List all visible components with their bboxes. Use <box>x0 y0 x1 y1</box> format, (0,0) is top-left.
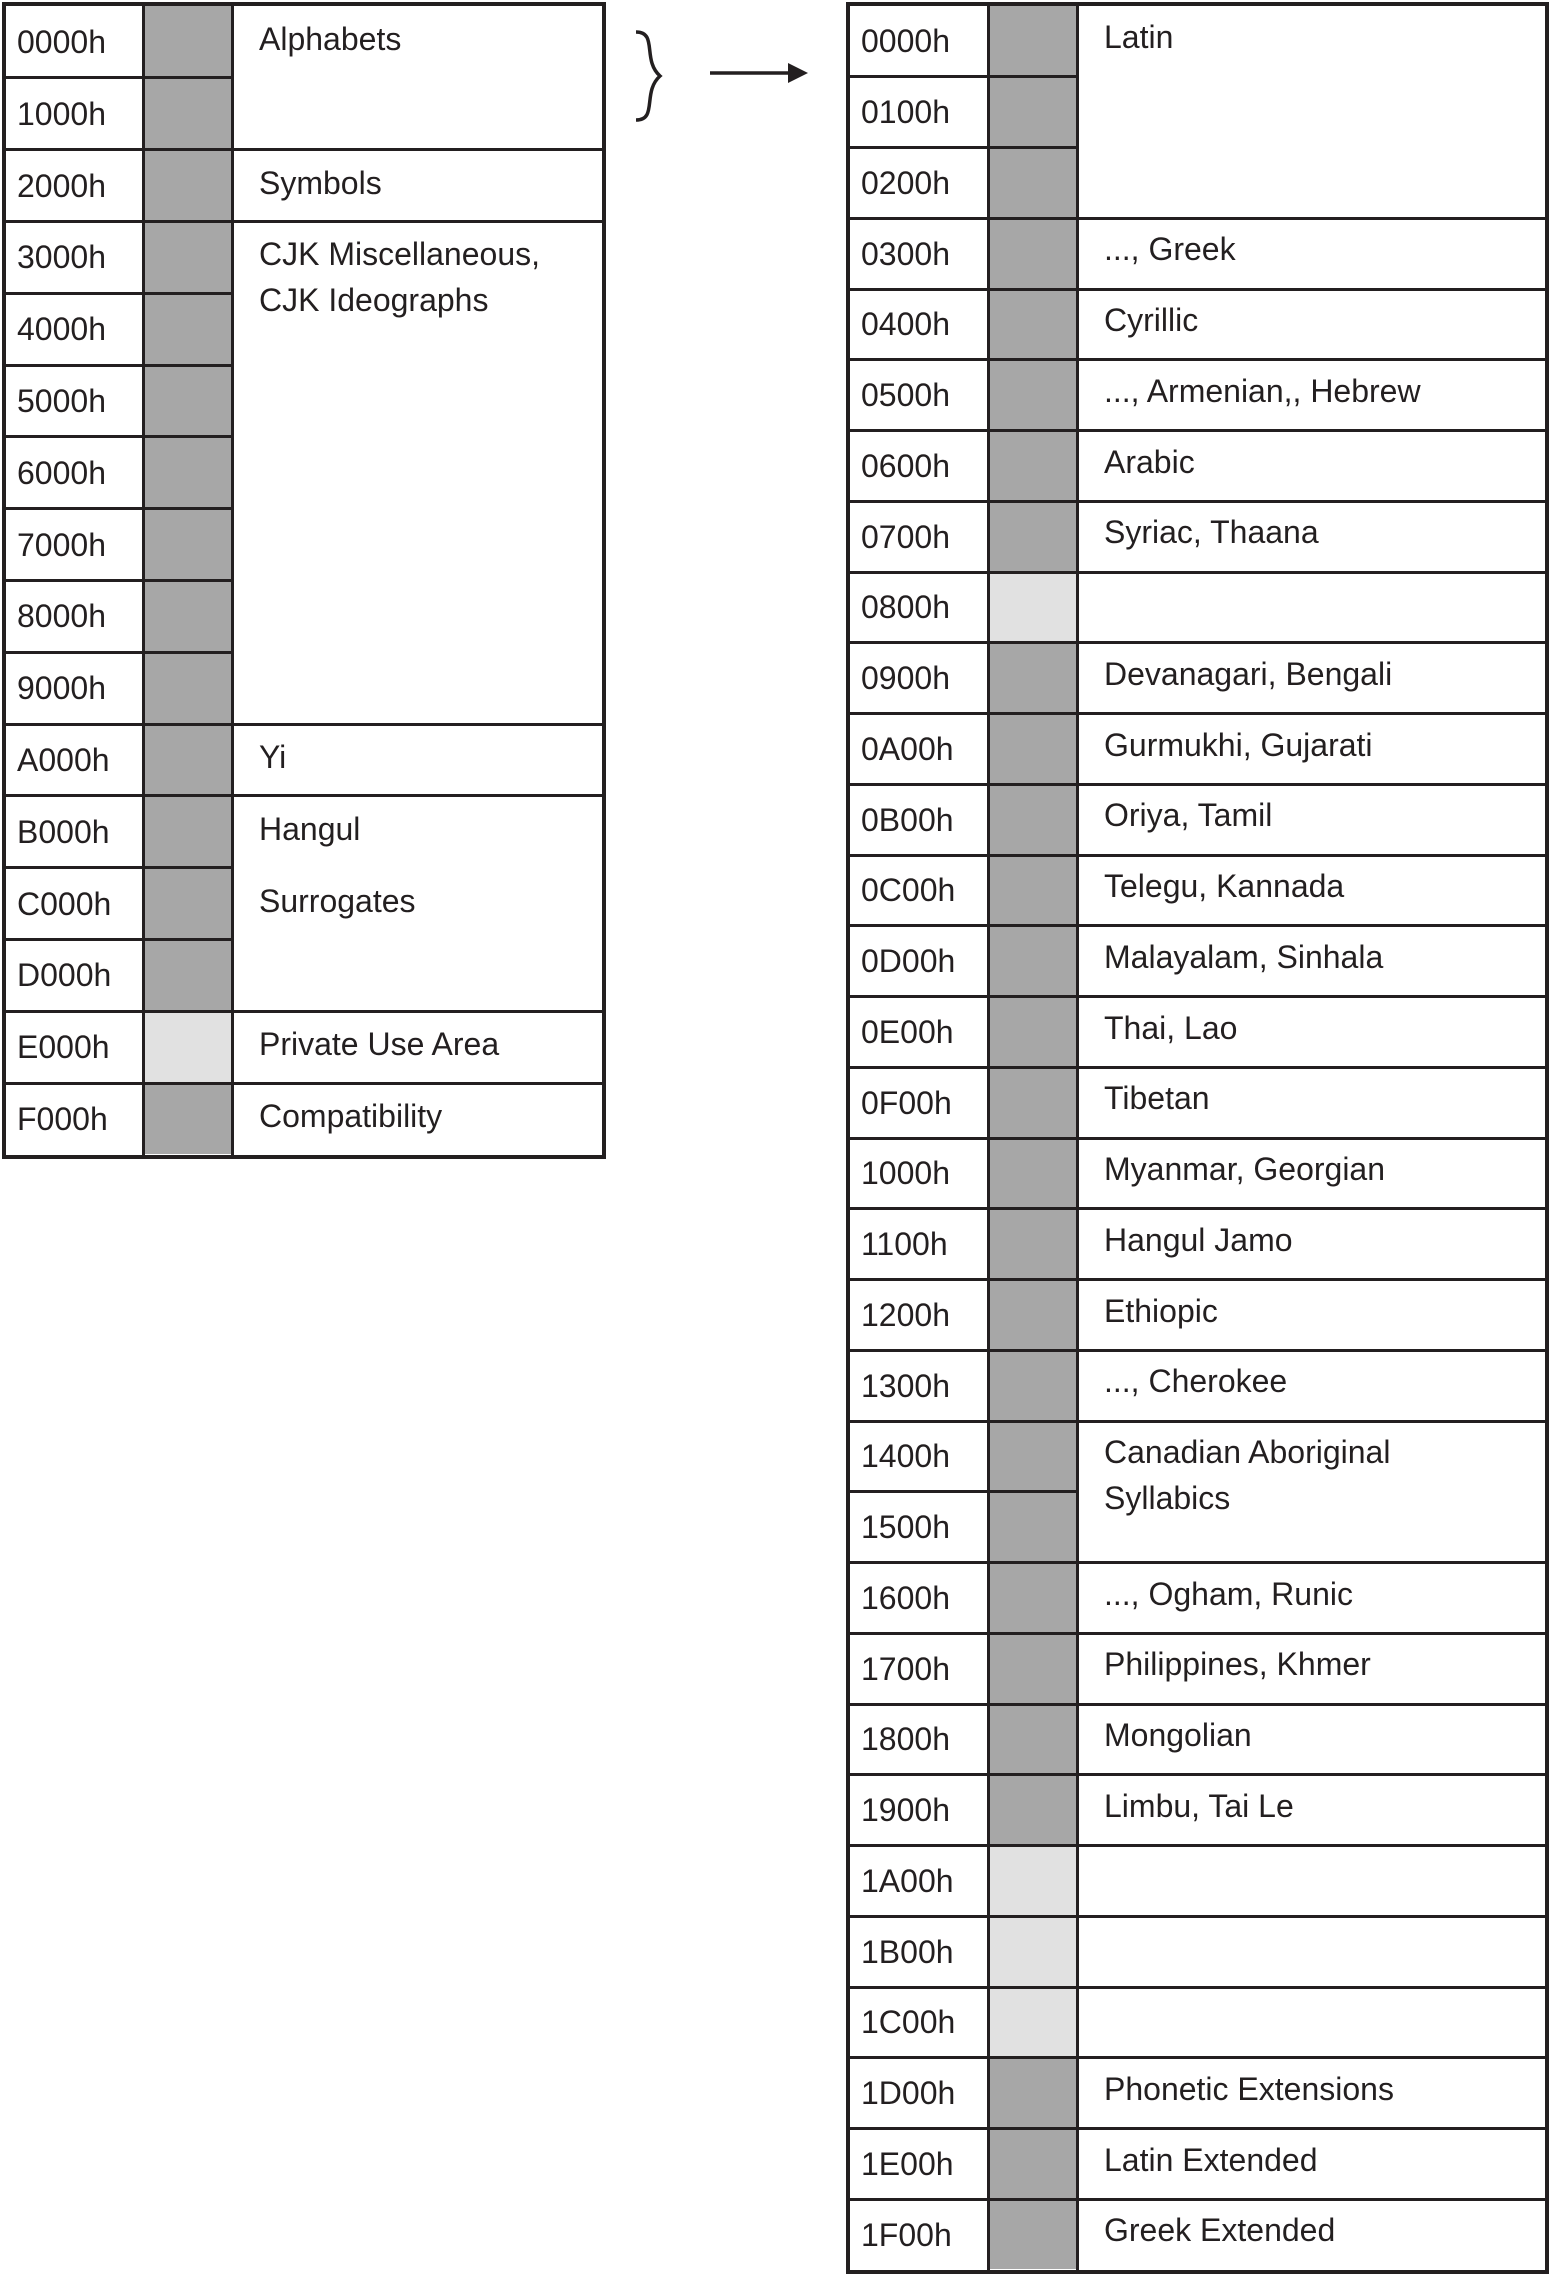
row-divider <box>6 148 234 151</box>
assigned-block-swatch <box>145 797 231 866</box>
group-divider <box>1076 358 1545 361</box>
group-divider <box>1076 1986 1545 1989</box>
row-divider <box>850 288 1079 291</box>
code-point-label: 0000h <box>861 23 950 60</box>
code-point-label: 0400h <box>861 306 950 343</box>
assigned-block-swatch <box>990 1564 1076 1632</box>
row-divider <box>6 723 234 726</box>
block-name-label: Cyrillic <box>1104 302 1199 338</box>
row-divider <box>850 2198 1079 2201</box>
row-divider <box>850 2056 1079 2059</box>
block-name-label: ..., Armenian,, Hebrew <box>1104 372 1421 409</box>
unassigned-block-swatch <box>145 1013 231 1082</box>
group-divider <box>231 148 602 151</box>
block-name-label: Myanmar, Georgian <box>1104 1151 1386 1187</box>
group-divider <box>1076 1632 1545 1635</box>
code-point-label: 6000h <box>17 454 106 491</box>
code-point-label: 9000h <box>17 670 106 707</box>
assigned-block-swatch <box>990 857 1076 925</box>
assigned-block-swatch <box>145 582 231 651</box>
row-divider <box>850 641 1079 644</box>
row-divider <box>850 1490 1079 1493</box>
assigned-block-swatch <box>990 2130 1076 2198</box>
code-point-label: 1400h <box>861 1438 950 1475</box>
block-name-label: CJK Miscellaneous, CJK Ideographs <box>259 236 540 319</box>
code-point-label: 0F00h <box>861 1084 952 1121</box>
code-point-label: 1600h <box>861 1579 950 1616</box>
assigned-block-swatch <box>990 1493 1076 1561</box>
group-divider <box>1076 1137 1545 1140</box>
code-point-label: 0000h <box>17 23 106 60</box>
unicode-bmp-overview-table <box>2 2 606 1159</box>
assigned-block-swatch <box>145 1085 231 1154</box>
unassigned-block-swatch <box>990 1847 1076 1915</box>
row-divider <box>6 579 234 582</box>
code-point-label: 0D00h <box>861 943 956 980</box>
block-name-label: Arabic <box>1104 443 1195 480</box>
block-name-label: Gurmukhi, Gujarati <box>1104 726 1373 763</box>
code-point-label: 1B00h <box>861 1933 954 1970</box>
block-name-label: Telegu, Kannada <box>1104 868 1345 904</box>
assigned-block-swatch <box>145 510 231 579</box>
block-name-label: Tibetan <box>1104 1080 1210 1117</box>
assigned-block-swatch <box>990 6 1076 75</box>
row-divider <box>850 1632 1079 1635</box>
code-point-label: 1200h <box>861 1296 950 1333</box>
assigned-block-swatch <box>990 291 1076 359</box>
code-point-label: 0800h <box>861 589 950 626</box>
row-divider <box>6 938 234 941</box>
row-divider <box>6 435 234 438</box>
block-name-label: Compatibility <box>259 1098 443 1135</box>
code-point-label: 4000h <box>17 311 106 348</box>
row-divider <box>850 1349 1079 1352</box>
assigned-block-swatch <box>145 151 231 220</box>
code-point-label: 1D00h <box>861 2075 956 2112</box>
group-divider <box>1076 571 1545 574</box>
code-point-label: E000h <box>17 1029 110 1066</box>
block-name-label: Ethiopic <box>1104 1292 1218 1329</box>
right-arrow-icon <box>788 63 808 83</box>
group-divider <box>1076 1561 1545 1564</box>
code-point-label: 3000h <box>17 239 106 276</box>
row-divider <box>6 1010 234 1013</box>
expansion-indicator-graphic <box>630 20 810 130</box>
block-name-label: ..., Ogham, Runic <box>1104 1575 1353 1612</box>
right-curly-brace-icon <box>636 32 660 120</box>
row-divider <box>850 1066 1079 1069</box>
assigned-block-swatch <box>990 220 1076 288</box>
code-point-label: 0100h <box>861 94 950 131</box>
assigned-block-swatch <box>990 1281 1076 1349</box>
group-divider <box>1076 429 1545 432</box>
assigned-block-swatch <box>145 726 231 795</box>
group-divider <box>231 220 602 223</box>
row-divider <box>850 1137 1079 1140</box>
group-divider <box>1076 783 1545 786</box>
group-divider <box>1076 1844 1545 1847</box>
row-divider <box>850 358 1079 361</box>
row-divider <box>850 924 1079 927</box>
group-divider <box>231 1010 602 1013</box>
code-point-label: 0500h <box>861 377 950 414</box>
code-point-label: 0B00h <box>861 801 954 838</box>
row-divider <box>850 995 1079 998</box>
group-divider <box>1076 500 1545 503</box>
code-point-label: 1000h <box>861 1155 950 1192</box>
row-divider <box>850 783 1079 786</box>
code-point-label: 7000h <box>17 526 106 563</box>
row-divider <box>850 1844 1079 1847</box>
group-divider <box>1076 2127 1545 2130</box>
row-divider <box>6 220 234 223</box>
unassigned-block-swatch <box>990 1918 1076 1986</box>
block-name-label: Mongolian <box>1104 1717 1252 1753</box>
block-name-label: Canadian Aboriginal Syllabics <box>1104 1434 1391 1516</box>
assigned-block-swatch <box>990 786 1076 854</box>
row-divider <box>6 794 234 797</box>
assigned-block-swatch <box>990 149 1076 217</box>
group-divider <box>1076 217 1545 220</box>
row-divider <box>6 76 234 79</box>
code-point-label: 0200h <box>861 164 950 201</box>
assigned-block-swatch <box>145 367 231 436</box>
row-divider <box>850 571 1079 574</box>
row-divider <box>850 1915 1079 1918</box>
code-point-label: B000h <box>17 813 110 850</box>
assigned-block-swatch <box>990 1140 1076 1208</box>
block-name-label: ..., Cherokee <box>1104 1363 1288 1400</box>
assigned-block-swatch <box>990 644 1076 712</box>
group-divider <box>1076 2056 1545 2059</box>
code-point-label: 1300h <box>861 1367 950 1404</box>
row-divider <box>850 429 1079 432</box>
code-point-label: 8000h <box>17 598 106 635</box>
group-divider <box>1076 1703 1545 1706</box>
unassigned-block-swatch <box>990 574 1076 642</box>
block-name-label: Phonetic Extensions <box>1104 2070 1394 2107</box>
block-name-label: Latin <box>1104 19 1174 55</box>
assigned-block-swatch <box>990 78 1076 146</box>
group-divider <box>1076 288 1545 291</box>
group-divider <box>1076 995 1545 998</box>
row-divider <box>850 1278 1079 1281</box>
block-name-label: Surrogates <box>259 882 416 919</box>
code-point-label: 1C00h <box>861 2004 956 2041</box>
block-name-label: Limbu, Tai Le <box>1104 1787 1294 1824</box>
row-divider <box>6 292 234 295</box>
row-divider <box>850 1420 1079 1423</box>
group-divider <box>1076 712 1545 715</box>
code-point-label: 0700h <box>861 518 950 555</box>
group-divider <box>231 723 602 726</box>
group-divider <box>1076 1066 1545 1069</box>
block-name-label: Malayalam, Sinhala <box>1104 938 1384 975</box>
assigned-block-swatch <box>990 1423 1076 1491</box>
block-name-label: Thai, Lao <box>1104 1009 1238 1046</box>
row-divider <box>6 1082 234 1085</box>
row-divider <box>850 712 1079 715</box>
code-point-label: 0900h <box>861 660 950 697</box>
row-divider <box>850 2127 1079 2130</box>
code-point-label: 5000h <box>17 382 106 419</box>
group-divider <box>1076 1349 1545 1352</box>
assigned-block-swatch <box>990 1706 1076 1774</box>
group-divider <box>231 794 602 797</box>
assigned-block-swatch <box>990 432 1076 500</box>
code-point-label: C000h <box>17 885 112 922</box>
code-point-label: D000h <box>17 957 112 994</box>
unicode-block-detail-table <box>846 2 1549 2274</box>
block-name-label: Hangul <box>259 810 361 847</box>
group-divider <box>231 1082 602 1085</box>
assigned-block-swatch <box>990 361 1076 429</box>
assigned-block-swatch <box>990 1776 1076 1844</box>
group-divider <box>1076 1915 1545 1918</box>
code-point-label: 1900h <box>861 1792 950 1829</box>
block-name-label: Latin Extended <box>1104 2141 1318 2178</box>
assigned-block-swatch <box>990 503 1076 571</box>
code-point-label: 1A00h <box>861 1862 954 1899</box>
row-divider <box>850 500 1079 503</box>
code-point-label: 1000h <box>17 95 106 132</box>
assigned-block-swatch <box>990 1069 1076 1137</box>
group-divider <box>1076 1773 1545 1776</box>
code-point-label: 1100h <box>861 1226 948 1263</box>
block-name-label: Alphabets <box>259 21 402 57</box>
block-name-label: Syriac, Thaana <box>1104 514 1319 551</box>
expansion-indicator <box>630 20 810 130</box>
row-divider <box>850 217 1079 220</box>
code-point-label: 1800h <box>861 1721 950 1758</box>
row-divider <box>6 507 234 510</box>
group-divider <box>1076 1420 1545 1423</box>
assigned-block-swatch <box>145 6 231 76</box>
row-divider <box>6 364 234 367</box>
code-point-label: 0A00h <box>861 730 954 767</box>
assigned-block-swatch <box>990 1352 1076 1420</box>
row-divider <box>850 1561 1079 1564</box>
code-point-label: 0600h <box>861 447 950 484</box>
assigned-block-swatch <box>990 927 1076 995</box>
block-name-label: Private Use Area <box>259 1026 500 1063</box>
assigned-block-swatch <box>145 79 231 148</box>
row-divider <box>850 1986 1079 1989</box>
code-point-label: 0E00h <box>861 1013 954 1050</box>
block-name-label: Devanagari, Bengali <box>1104 655 1393 692</box>
assigned-block-swatch <box>145 438 231 507</box>
assigned-block-swatch <box>990 1210 1076 1278</box>
assigned-block-swatch <box>990 1635 1076 1703</box>
assigned-block-swatch <box>145 295 231 364</box>
row-divider <box>850 75 1079 78</box>
group-divider <box>1076 854 1545 857</box>
block-name-label: ..., Greek <box>1104 231 1236 268</box>
row-divider <box>850 1207 1079 1210</box>
assigned-block-swatch <box>145 223 231 292</box>
block-name-label: Greek Extended <box>1104 2212 1336 2249</box>
row-divider <box>6 866 234 869</box>
group-divider <box>1076 2198 1545 2201</box>
row-divider <box>850 1703 1079 1706</box>
block-name-label: Oriya, Tamil <box>1104 797 1273 834</box>
row-divider <box>6 651 234 654</box>
block-name-label: Symbols <box>259 164 382 201</box>
block-name-label: Philippines, Khmer <box>1104 1646 1371 1683</box>
code-point-label: 2000h <box>17 167 106 204</box>
assigned-block-swatch <box>990 2059 1076 2127</box>
group-divider <box>1076 924 1545 927</box>
row-divider <box>850 146 1079 149</box>
unassigned-block-swatch <box>990 1989 1076 2057</box>
code-point-label: 0300h <box>861 235 950 272</box>
group-divider <box>1076 1207 1545 1210</box>
assigned-block-swatch <box>145 869 231 938</box>
group-divider <box>1076 641 1545 644</box>
assigned-block-swatch <box>145 654 231 723</box>
row-divider <box>850 1773 1079 1776</box>
assigned-block-swatch <box>145 941 231 1010</box>
row-divider <box>850 854 1079 857</box>
assigned-block-swatch <box>990 2201 1076 2269</box>
block-name-label: Hangul Jamo <box>1104 1221 1293 1258</box>
code-point-label: 1F00h <box>861 2216 952 2253</box>
code-point-label: F000h <box>17 1101 108 1138</box>
code-point-label: A000h <box>17 742 110 779</box>
code-point-label: 1700h <box>861 1650 950 1687</box>
code-point-label: 0C00h <box>861 872 956 909</box>
assigned-block-swatch <box>990 998 1076 1066</box>
block-name-label: Yi <box>259 739 287 776</box>
code-point-label: 1E00h <box>861 2145 954 2182</box>
group-divider <box>1076 1278 1545 1281</box>
code-point-label: 1500h <box>861 1509 950 1546</box>
assigned-block-swatch <box>990 715 1076 783</box>
